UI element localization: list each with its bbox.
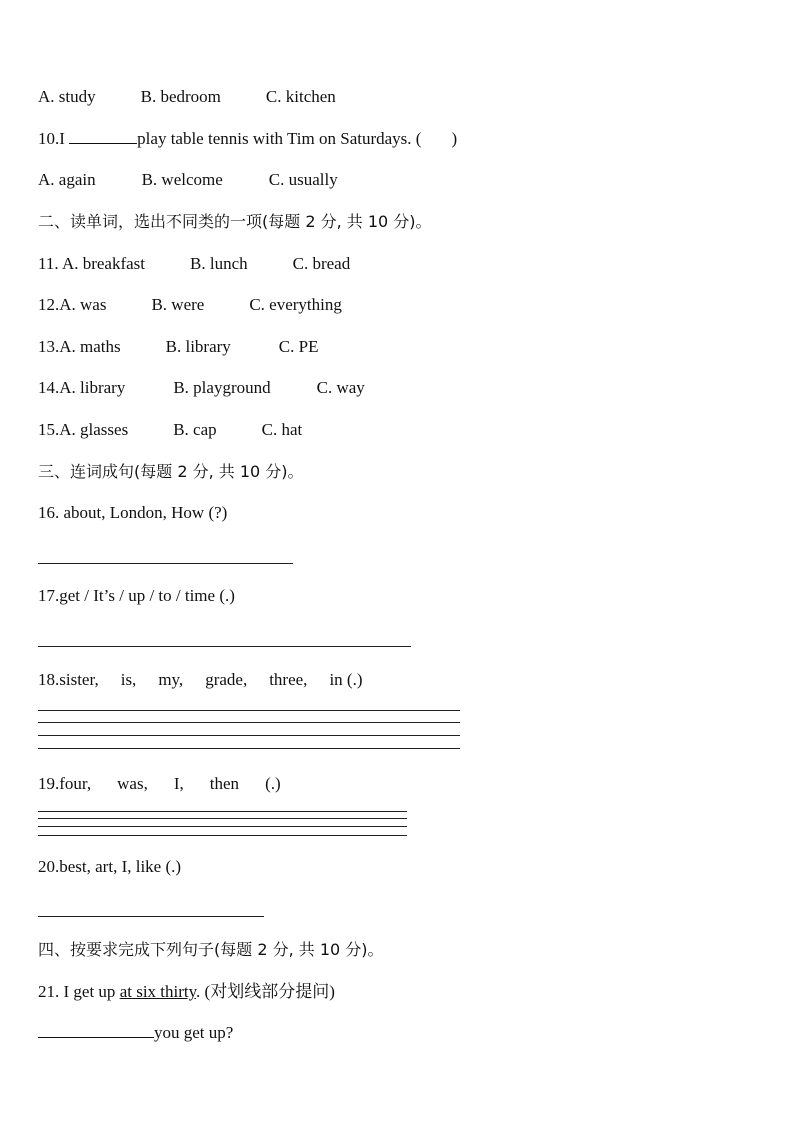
q18-word-1: sister, [59, 670, 99, 689]
q13-option-b: B. library [165, 337, 231, 356]
q12-number: 12. [38, 295, 60, 314]
q21-answer-blank[interactable] [38, 1023, 154, 1038]
q9-option-c: C. kitchen [265, 87, 336, 106]
q9-option-b: B. bedroom [140, 87, 221, 106]
q19-answer-line-1[interactable] [38, 811, 407, 812]
q18-answer-line-2[interactable] [38, 722, 460, 723]
q19-word-2: was, [117, 774, 148, 793]
q18-answer-line-1[interactable] [38, 710, 460, 711]
q18-number: 18. [38, 670, 60, 689]
q18-word-3: my, [158, 670, 184, 689]
q18-word-4: grade, [205, 670, 248, 689]
q16-number: 16. [38, 503, 60, 522]
q21-pre: I get up [59, 982, 120, 1001]
q11 [38, 254, 350, 274]
q11-option-a: A. breakfast [61, 254, 146, 273]
q20 [38, 857, 181, 877]
q10-post: play table tennis with Tim on Saturdays. ( [137, 129, 422, 148]
q17 [38, 586, 235, 606]
q13-option-a: A. maths [59, 337, 121, 356]
q20-text: best, art, I, like (.) [59, 857, 182, 876]
q15 [38, 420, 302, 440]
q19-answer-line-2[interactable] [38, 818, 407, 819]
q10-option-b: B. welcome [141, 170, 223, 189]
q11-number: 11. [38, 254, 59, 273]
q17-number: 17. [38, 586, 60, 605]
q18-answer-line-4[interactable] [38, 748, 460, 749]
q12-option-c: C. everything [249, 295, 342, 314]
q10-option-a: A. again [38, 170, 96, 189]
q17-answer-line[interactable] [38, 646, 411, 647]
q19 [38, 774, 281, 794]
q19-word-5: (.) [265, 774, 281, 793]
q17-text: get / It’s / up / to / time (.) [59, 586, 235, 605]
q13-number: 13. [38, 337, 60, 356]
q19-word-1: four, [59, 774, 92, 793]
q11-option-b: B. lunch [190, 254, 248, 273]
q21-answer [38, 1023, 233, 1043]
q14-option-c: C. way [316, 378, 365, 397]
q15-option-a: A. glasses [59, 420, 129, 439]
q10-stem [38, 129, 457, 149]
q19-answer-line-3[interactable] [38, 826, 407, 827]
q11-option-c: C. bread [292, 254, 351, 273]
q18-word-2: is, [120, 670, 137, 689]
q19-number: 19. [38, 774, 60, 793]
q9-option-a: A. study [38, 87, 96, 106]
q21 [38, 982, 335, 1002]
section-2-heading: 二、读单词，选出不同类的一项(每题 2 分, 共 10 分)。 [38, 212, 432, 231]
q10-option-c: C. usually [268, 170, 338, 189]
q10-number: 10. [38, 129, 60, 148]
section-4-heading: 四、按要求完成下列句子(每题 2 分, 共 10 分)。 [38, 940, 384, 959]
q19-answer-line-4[interactable] [38, 835, 407, 836]
q16 [38, 503, 227, 523]
q13-option-c: C. PE [278, 337, 319, 356]
q20-answer-line[interactable] [38, 916, 264, 917]
q18 [38, 670, 362, 690]
q21-underlined-phrase: at six thirty [119, 982, 197, 1001]
q20-number: 20. [38, 857, 60, 876]
q21-answer-post: you get up? [154, 1023, 234, 1042]
q15-option-b: B. cap [173, 420, 217, 439]
q15-number: 15. [38, 420, 60, 439]
q15-option-c: C. hat [261, 420, 303, 439]
q10-pre: I [59, 129, 70, 148]
q18-word-6: in (.) [329, 670, 363, 689]
q18-word-5: three, [269, 670, 308, 689]
q21-post: . (对划线部分提问) [196, 982, 335, 1001]
q19-word-3: I, [173, 774, 184, 793]
q14-number: 14. [38, 378, 60, 397]
q12-option-a: A. was [59, 295, 107, 314]
q21-number: 21. [38, 982, 60, 1001]
q14 [38, 378, 365, 398]
q12-option-b: B. were [151, 295, 205, 314]
section-3-heading: 三、连词成句(每题 2 分, 共 10 分)。 [38, 462, 304, 481]
q14-option-b: B. playground [173, 378, 271, 397]
q9-options [38, 87, 336, 107]
q10-options [38, 170, 338, 190]
q19-word-4: then [209, 774, 240, 793]
q10-blank[interactable] [69, 129, 137, 144]
q16-answer-line[interactable] [38, 563, 293, 564]
q12 [38, 295, 342, 315]
q16-text: about, London, How (?) [63, 503, 228, 522]
q18-answer-line-3[interactable] [38, 735, 460, 736]
q13 [38, 337, 318, 357]
q10-close: ) [451, 129, 458, 148]
q14-option-a: A. library [59, 378, 126, 397]
